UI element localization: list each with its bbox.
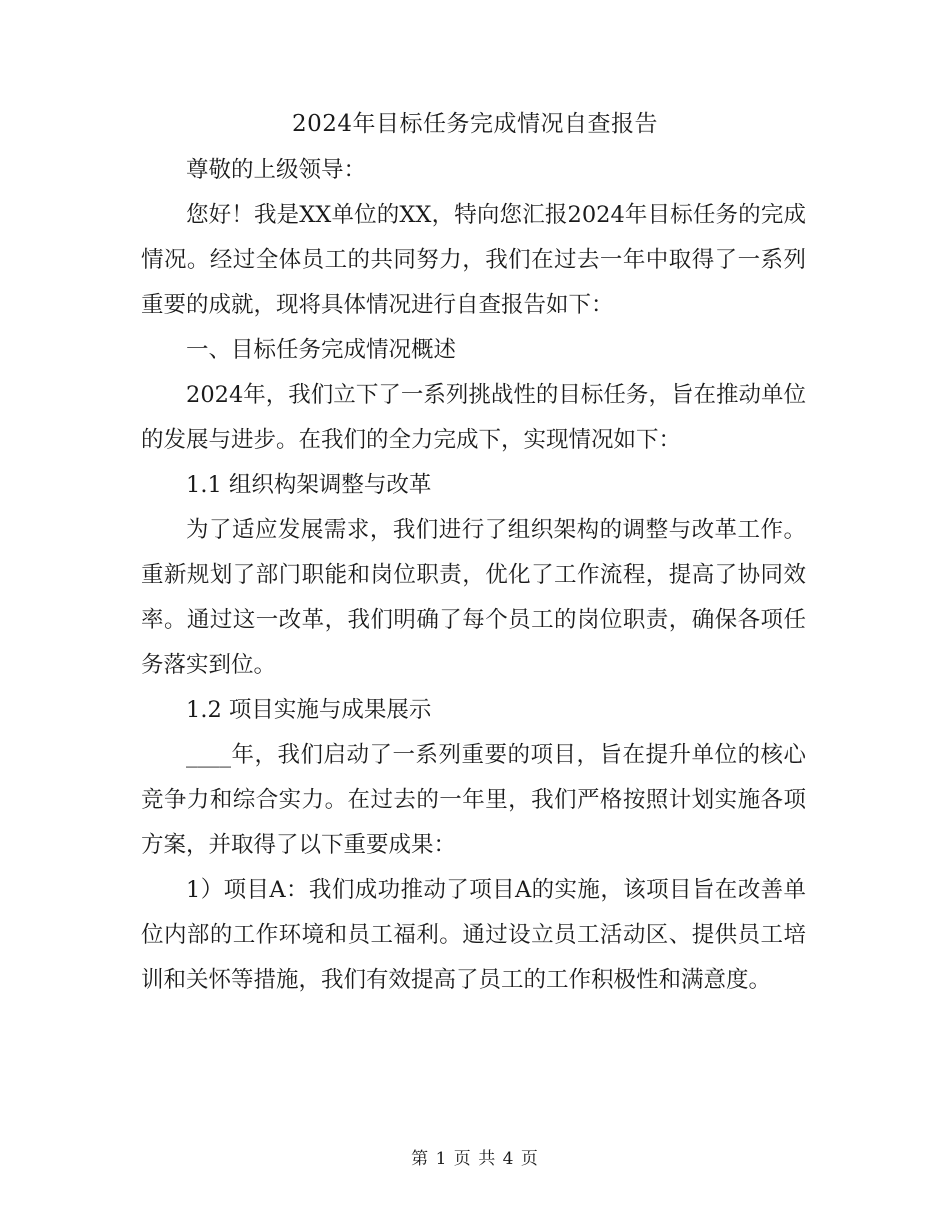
section-1-paragraph: 2024年，我们立下了一系列挑战性的目标任务，旨在推动单位的发展与进步。在我们的全力完成下，实现情况如下： [141,382,806,453]
page-footer: 第 1 页 共 4 页 [411,1149,539,1169]
document-title: 2024年目标任务完成情况自查报告 [291,111,659,137]
subsection-heading-1-2: 1.2 项目实施与成果展示 [186,697,432,723]
document-body [141,148,806,1003]
subsection-1-2-paragraph: ____年，我们启动了一系列重要的项目，旨在提升单位的核心竞争力和综合实力。在过去的一年里，我们严格按照计划实施各项方案，并取得了以下重要成果： [141,742,806,858]
project-a-paragraph: 1）项目A：我们成功推动了项目A的实施，该项目旨在改善单位内部的工作环境和员工福利。通过设立员工活动区、提供员工培训和关怀等措施，我们有效提高了员工的工作积极性和满意度。 [141,877,806,993]
intro-paragraph: 您好！我是XX单位的XX，特向您汇报2024年目标任务的完成情况。经过全体员工的共同努力，我们在过去一年中取得了一系列重要的成就，现将具体情况进行自查报告如下： [141,202,806,318]
section-heading-1: 一、目标任务完成情况概述 [186,337,457,363]
subsection-heading-1-1: 1.1 组织构架调整与改革 [186,472,432,498]
salutation: 尊敬的上级领导： [186,157,367,183]
subsection-1-1-paragraph: 为了适应发展需求，我们进行了组织架构的调整与改革工作。重新规划了部门职能和岗位职责，优化了工作流程，提高了协同效率。通过这一改革，我们明确了每个员工的岗位职责，确保各项任务落实到位。 [141,517,806,678]
